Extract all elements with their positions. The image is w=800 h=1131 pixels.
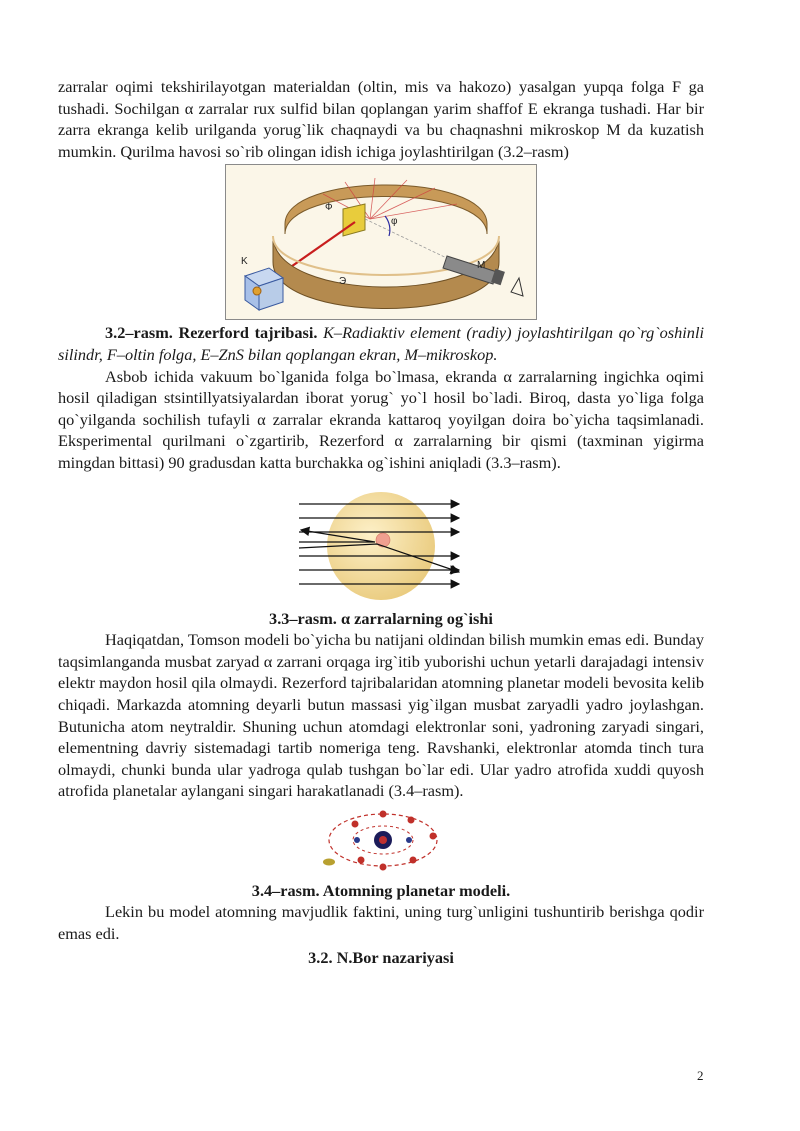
section-heading: 3.2. N.Bor nazariyasi: [308, 947, 454, 967]
paragraph-3: Haqiqatdan, Tomson modeli bo`yicha bu natijani oldindan bilish mumkin emas edi. Bunday taqsimlanganda musbat zaryad α zarrani orqaga irg`itib yuborishi uchun yetarli darajadagi intensiv elektr maydon hosil qila olmaydi. Rezerford tajribalaridan atomning planetar modeli bevosita kelib chiqadi. Markazda atomning deyarli butun massasi yig`ilgan musbat zaryadli yadro joylashgan. Butunicha atom neytraldir. Shuning uchun atomdagi elektronlar soni, yadroning zaryadi singari, elementning davriy sistemadagi tartib nomeriga teng. Ravshanki, elektronlar atomda tinch tura olmaydi, chunki bunda ular yadroga qulab tushgan bo`lar edi. Ular yadro atrofida xuddi quyosh atrofida planetalar aylangani singari harakatlanadi (3.4–rasm).: [58, 630, 704, 801]
figure-32-caption-title: 3.2–rasm. Rezerford tajribasi.: [105, 323, 318, 343]
paragraph-2: Asbob ichida vakuum bo`lganida folga bo`lmasa, ekranda α zarralarning ingichka oqimi hosil qiladigan stsintillyatsiyalardan iborat yorug` yo`l hosil bo`ladi. Biroq, dasta yo`liga folga qo`yilganda sochilish tufayli α zarralar ekranda kattaroq yoyilgan doira bo`yicha taqsimlanadi. Eksperimental qurilmani o`zgartirib, Rezerford α zarralarning bir qismi (taxminan yigirma mingdan bittasi) 90 gradusdan katta burchakka og`ishini aniqladi (3.3–rasm).: [58, 366, 704, 472]
label-source: K: [241, 256, 248, 268]
label-microscope: M: [477, 260, 486, 272]
page-content: [58, 76, 704, 968]
lead-cylinder-source: [245, 268, 283, 310]
paragraph-4: Lekin bu model atomning mavjudlik faktini, uning turg`unligini tushuntirib berishga qodir emas edi.: [58, 902, 704, 944]
rutherford-setup-diagram: [225, 164, 537, 320]
label-angle: φ: [391, 216, 398, 228]
alpha-deflection-diagram: [297, 492, 465, 602]
figure-32-caption: [58, 322, 704, 365]
figure-33-caption: 3.3–rasm. α zarralarning og`ishi: [269, 608, 493, 628]
page-number: 2: [697, 1068, 704, 1083]
foil-shape: [343, 204, 365, 236]
label-screen: Э: [339, 276, 347, 288]
figure-32-caption-text: K–Radiaktiv element (radiy) joylashtirilgan qo`rg`oshinli silindr, F–oltin folga, E–ZnS bilan qoplangan ekran, M–mikroskop.: [58, 323, 704, 364]
label-foil: Ф: [325, 202, 333, 214]
figure-alpha-deflection: [58, 492, 704, 602]
figure-34-caption: 3.4–rasm. Atomning planetar modeli.: [251, 880, 511, 900]
paragraph-1: zarralar oqimi tekshirilayotgan materialdan (oltin, mis va hakozo) yasalgan yupqa folga F ga tushadi. Sochilgan α zarralar rux sulfid bilan qoplangan yarim shaffof E ekranga tushadi. Har bir zarra ekranga kelib urilganda yorug`lik chaqnaydi va bu chaqnashni mikroskop M da kuzatish mumkin. Qurilma havosi so`rib olingan idish ichiga joylashtirilgan (3.2–rasm): [58, 77, 704, 161]
planetary-model-diagram: [321, 810, 441, 874]
figure-planetary-model: [58, 810, 704, 874]
electrons: [352, 810, 437, 870]
figure-rutherford-experiment: [58, 164, 704, 320]
